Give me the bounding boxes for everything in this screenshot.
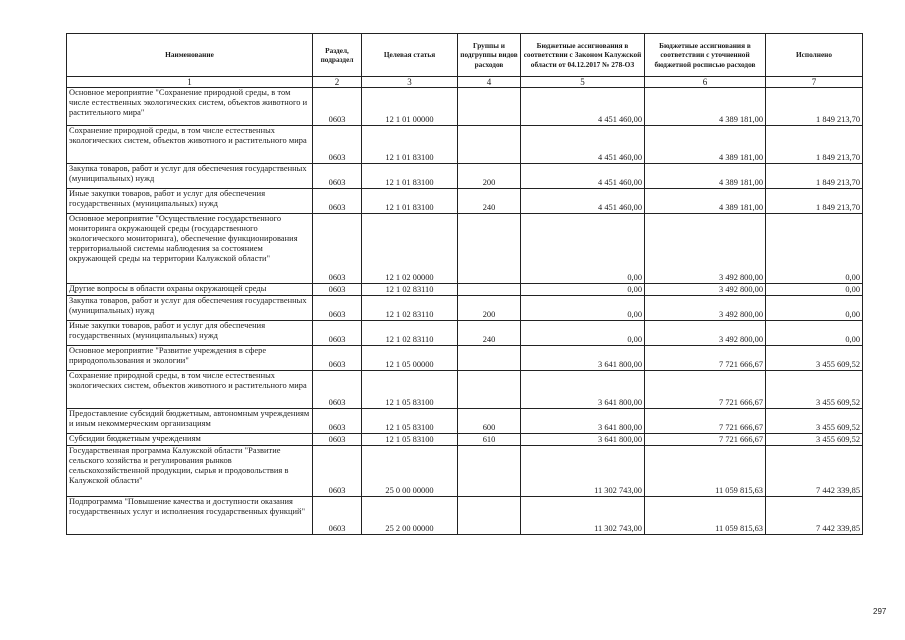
row-target-cell: 12 1 05 00000 [362, 346, 458, 371]
row-refined-amount-cell: 7 721 666,67 [645, 434, 766, 446]
row-section-cell: 0603 [313, 446, 362, 497]
row-target-cell: 12 1 02 83110 [362, 284, 458, 296]
table-row [67, 409, 863, 434]
table-row [67, 434, 863, 446]
row-name-cell: Субсидии бюджетным учреждениям [67, 434, 313, 446]
row-refined-amount-cell: 7 721 666,67 [645, 346, 766, 371]
column-number: 4 [458, 77, 521, 88]
row-group-cell: 610 [458, 434, 521, 446]
column-number: 7 [766, 77, 863, 88]
row-name-cell: Сохранение природной среды, в том числе естественных экологических систем, объектов животного и растительного мира [67, 371, 313, 409]
row-section-cell: 0603 [313, 321, 362, 346]
row-executed-amount-cell: 0,00 [766, 296, 863, 321]
table-row [67, 346, 863, 371]
row-target-cell: 12 1 05 83100 [362, 371, 458, 409]
row-executed-amount-cell: 1 849 213,70 [766, 88, 863, 126]
row-executed-amount-cell: 0,00 [766, 214, 863, 284]
row-target-cell: 12 1 01 83100 [362, 164, 458, 189]
row-executed-amount-cell: 7 442 339,85 [766, 497, 863, 535]
row-law-amount-cell: 4 451 460,00 [521, 126, 645, 164]
column-header-target: Целевая статья [362, 34, 458, 77]
column-number: 6 [645, 77, 766, 88]
column-header-law: Бюджетные ассигнования в соответствии с Законом Калужской области от 04.12.2017 № 278-ОЗ [521, 34, 645, 77]
row-refined-amount-cell: 11 059 815,63 [645, 497, 766, 535]
row-section-cell: 0603 [313, 284, 362, 296]
row-executed-amount-cell: 1 849 213,70 [766, 164, 863, 189]
row-name-cell: Другие вопросы в области охраны окружающей среды [67, 284, 313, 296]
row-executed-amount-cell: 3 455 609,52 [766, 434, 863, 446]
row-name-cell: Иные закупки товаров, работ и услуг для обеспечения государственных (муниципальных) нужд [67, 321, 313, 346]
row-law-amount-cell: 11 302 743,00 [521, 446, 645, 497]
row-target-cell: 12 1 01 83100 [362, 126, 458, 164]
row-section-cell: 0603 [313, 296, 362, 321]
row-target-cell: 12 1 02 00000 [362, 214, 458, 284]
row-law-amount-cell: 4 451 460,00 [521, 88, 645, 126]
row-target-cell: 12 1 01 83100 [362, 189, 458, 214]
row-group-cell: 200 [458, 164, 521, 189]
row-section-cell: 0603 [313, 164, 362, 189]
row-law-amount-cell: 0,00 [521, 214, 645, 284]
table-row [67, 371, 863, 409]
row-executed-amount-cell: 3 455 609,52 [766, 409, 863, 434]
row-law-amount-cell: 4 451 460,00 [521, 164, 645, 189]
row-refined-amount-cell: 7 721 666,67 [645, 371, 766, 409]
column-header-group: Группы и подгруппы видов расходов [458, 34, 521, 77]
row-executed-amount-cell: 0,00 [766, 284, 863, 296]
row-law-amount-cell: 3 641 800,00 [521, 371, 645, 409]
row-section-cell: 0603 [313, 88, 362, 126]
row-executed-amount-cell: 0,00 [766, 321, 863, 346]
table-row [67, 296, 863, 321]
row-name-cell: Основное мероприятие "Сохранение природной среды, в том числе естественных экологических систем, объектов животного и растительного мира" [67, 88, 313, 126]
row-section-cell: 0603 [313, 346, 362, 371]
table-row [67, 284, 863, 296]
column-number: 1 [67, 77, 313, 88]
row-section-cell: 0603 [313, 497, 362, 535]
column-number-row [67, 77, 863, 88]
row-law-amount-cell: 0,00 [521, 284, 645, 296]
row-section-cell: 0603 [313, 189, 362, 214]
row-name-cell: Государственная программа Калужской области "Развитие сельского хозяйства и регулирования рынков сельскохозяйственной продукции, сырья и продовольствия в Калужской области" [67, 446, 313, 497]
row-group-cell [458, 88, 521, 126]
row-name-cell: Предоставление субсидий бюджетным, автономным учреждениям и иным некоммерческим организациям [67, 409, 313, 434]
column-number: 3 [362, 77, 458, 88]
row-law-amount-cell: 0,00 [521, 296, 645, 321]
row-refined-amount-cell: 4 389 181,00 [645, 88, 766, 126]
row-group-cell [458, 346, 521, 371]
row-law-amount-cell: 3 641 800,00 [521, 434, 645, 446]
row-name-cell: Сохранение природной среды, в том числе естественных экологических систем, объектов животного и растительного мира [67, 126, 313, 164]
row-name-cell: Иные закупки товаров, работ и услуг для обеспечения государственных (муниципальных) нужд [67, 189, 313, 214]
row-refined-amount-cell: 3 492 800,00 [645, 321, 766, 346]
row-section-cell: 0603 [313, 214, 362, 284]
row-name-cell: Основное мероприятие "Развитие учреждения в сфере природопользования и экологии" [67, 346, 313, 371]
table-row [67, 164, 863, 189]
row-target-cell: 12 1 05 83100 [362, 409, 458, 434]
row-section-cell: 0603 [313, 126, 362, 164]
column-header-refined: Бюджетные ассигнования в соответствии с уточненной бюджетной росписью расходов [645, 34, 766, 77]
row-law-amount-cell: 0,00 [521, 321, 645, 346]
row-name-cell: Основное мероприятие "Осуществление государственного мониторинга окружающей среды (государственного экологического мониторинга), обеспечение функционирования территориальной системы наблюдения за состоянием окружающей среды на территории Калужской области" [67, 214, 313, 284]
row-law-amount-cell: 11 302 743,00 [521, 497, 645, 535]
row-group-cell: 240 [458, 189, 521, 214]
row-refined-amount-cell: 4 389 181,00 [645, 126, 766, 164]
row-group-cell [458, 126, 521, 164]
row-name-cell: Закупка товаров, работ и услуг для обеспечения государственных (муниципальных) нужд [67, 296, 313, 321]
row-group-cell: 600 [458, 409, 521, 434]
row-group-cell [458, 284, 521, 296]
row-executed-amount-cell: 3 455 609,52 [766, 371, 863, 409]
page-number: 297 [873, 607, 887, 616]
column-header-executed: Исполнено [766, 34, 863, 77]
row-target-cell: 12 1 05 83100 [362, 434, 458, 446]
column-header-section: Раздел, подраздел [313, 34, 362, 77]
table-header [67, 34, 863, 88]
row-refined-amount-cell: 7 721 666,67 [645, 409, 766, 434]
table-row [67, 214, 863, 284]
budget-execution-table [66, 33, 863, 535]
row-section-cell: 0603 [313, 409, 362, 434]
row-refined-amount-cell: 3 492 800,00 [645, 284, 766, 296]
row-target-cell: 12 1 02 83110 [362, 321, 458, 346]
row-name-cell: Закупка товаров, работ и услуг для обеспечения государственных (муниципальных) нужд [67, 164, 313, 189]
row-group-cell: 200 [458, 296, 521, 321]
header-row [67, 34, 863, 77]
row-executed-amount-cell: 7 442 339,85 [766, 446, 863, 497]
table-row [67, 321, 863, 346]
row-group-cell [458, 214, 521, 284]
column-number: 5 [521, 77, 645, 88]
row-section-cell: 0603 [313, 371, 362, 409]
row-executed-amount-cell: 1 849 213,70 [766, 189, 863, 214]
row-group-cell: 240 [458, 321, 521, 346]
table-row [67, 189, 863, 214]
table-row [67, 446, 863, 497]
row-executed-amount-cell: 3 455 609,52 [766, 346, 863, 371]
budget-table-sheet [66, 33, 862, 535]
table-body [67, 88, 863, 535]
table-row [67, 497, 863, 535]
row-refined-amount-cell: 11 059 815,63 [645, 446, 766, 497]
row-section-cell: 0603 [313, 434, 362, 446]
row-refined-amount-cell: 4 389 181,00 [645, 164, 766, 189]
row-target-cell: 12 1 02 83110 [362, 296, 458, 321]
row-refined-amount-cell: 3 492 800,00 [645, 296, 766, 321]
row-target-cell: 25 2 00 00000 [362, 497, 458, 535]
row-name-cell: Подпрограмма "Повышение качества и доступности оказания государственных услуг и исполнения государственных функций" [67, 497, 313, 535]
column-header-name: Наименование [67, 34, 313, 77]
table-row [67, 126, 863, 164]
row-law-amount-cell: 4 451 460,00 [521, 189, 645, 214]
row-target-cell: 25 0 00 00000 [362, 446, 458, 497]
row-target-cell: 12 1 01 00000 [362, 88, 458, 126]
row-group-cell [458, 371, 521, 409]
row-refined-amount-cell: 4 389 181,00 [645, 189, 766, 214]
row-group-cell [458, 446, 521, 497]
table-row [67, 88, 863, 126]
row-group-cell [458, 497, 521, 535]
row-law-amount-cell: 3 641 800,00 [521, 346, 645, 371]
column-number: 2 [313, 77, 362, 88]
row-executed-amount-cell: 1 849 213,70 [766, 126, 863, 164]
row-law-amount-cell: 3 641 800,00 [521, 409, 645, 434]
row-refined-amount-cell: 3 492 800,00 [645, 214, 766, 284]
